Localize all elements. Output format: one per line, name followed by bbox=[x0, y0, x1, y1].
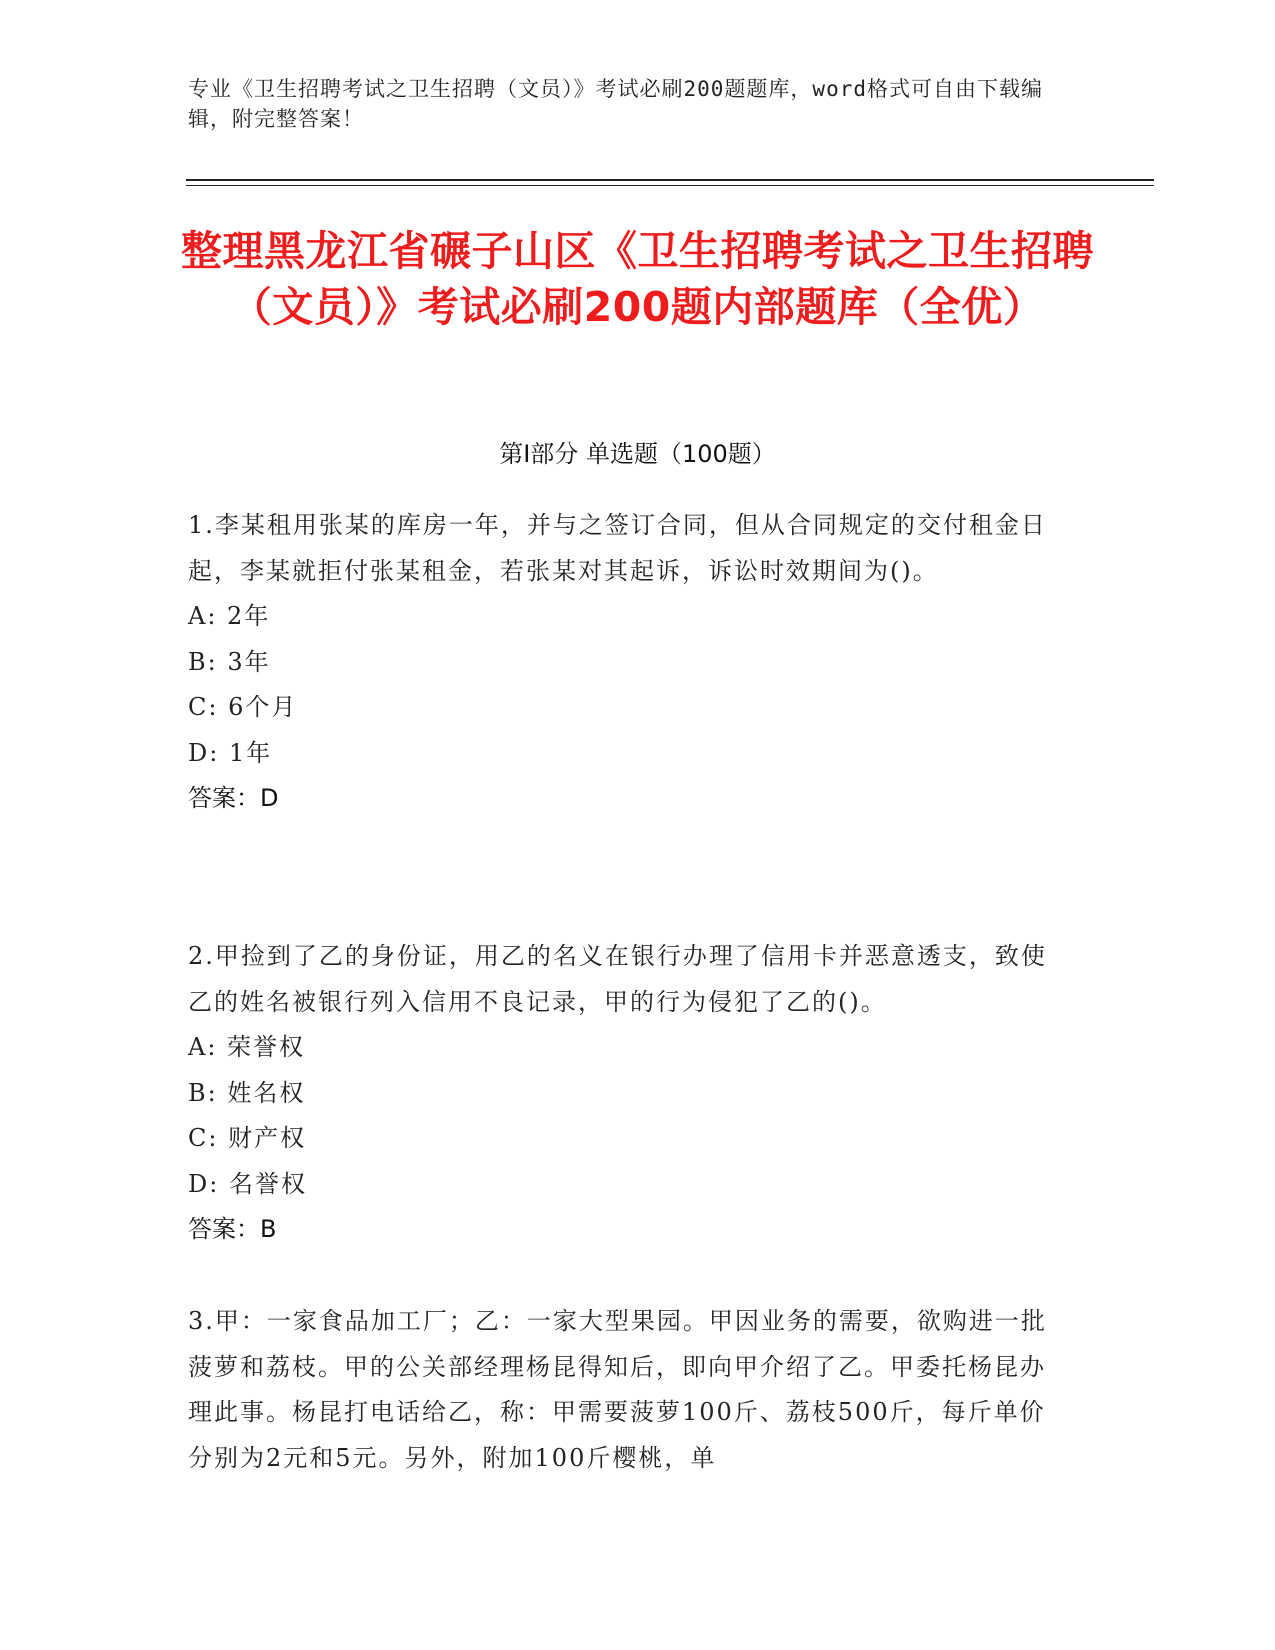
option-d: D: 1年 bbox=[188, 738, 273, 767]
option-b: B: 姓名权 bbox=[188, 1078, 306, 1107]
header-divider-thick bbox=[186, 179, 1154, 181]
option-c: C: 6个月 bbox=[188, 693, 298, 721]
answer-line: 答案：B bbox=[188, 1215, 277, 1243]
header-note: 专业《卫生招聘考试之卫生招聘（文员）》考试必刷200题题库，word格式可自由下载编辑，附完整答案！ bbox=[188, 77, 1043, 131]
option-b: B: 3年 bbox=[188, 647, 271, 676]
header-divider-thin bbox=[186, 185, 1154, 186]
question-stem: 2.甲捡到了乙的身份证，用乙的名义在银行办理了信用卡并恶意透支，致使乙的姓名被银行列入信用不良记录，甲的行为侵犯了乙的()。 bbox=[188, 942, 1047, 1016]
question-2 bbox=[188, 934, 1068, 1253]
question-3 bbox=[188, 1299, 1068, 1481]
question-1 bbox=[188, 503, 1068, 822]
section-heading: 第I部分 单选题（100题） bbox=[499, 440, 776, 468]
document-title: 整理黑龙江省碾子山区《卫生招聘考试之卫生招聘（文员）》考试必刷200题内部题库（全优） bbox=[181, 227, 1094, 331]
option-a: A: 荣誉权 bbox=[188, 1033, 306, 1061]
question-stem: 1.李某租用张某的库房一年，并与之签订合同，但从合同规定的交付租金日起，李某就拒付张某租金，若张某对其起诉，诉讼时效期间为()。 bbox=[188, 511, 1047, 585]
question-stem: 3.甲：一家食品加工厂；乙：一家大型果园。甲因业务的需要，欲购进一批菠萝和荔枝。甲的公关部经理杨昆得知后，即向甲介绍了乙。甲委托杨昆办理此事。杨昆打电话给乙，称：甲需要菠萝100斤、荔枝500斤，每斤单价分别为2元和5元。另外，附加100斤樱桃，单 bbox=[188, 1307, 1047, 1472]
option-c: C: 财产权 bbox=[188, 1124, 307, 1152]
option-d: D: 名誉权 bbox=[188, 1169, 307, 1198]
answer-line: 答案：D bbox=[188, 784, 279, 812]
option-a: A: 2年 bbox=[188, 602, 271, 630]
